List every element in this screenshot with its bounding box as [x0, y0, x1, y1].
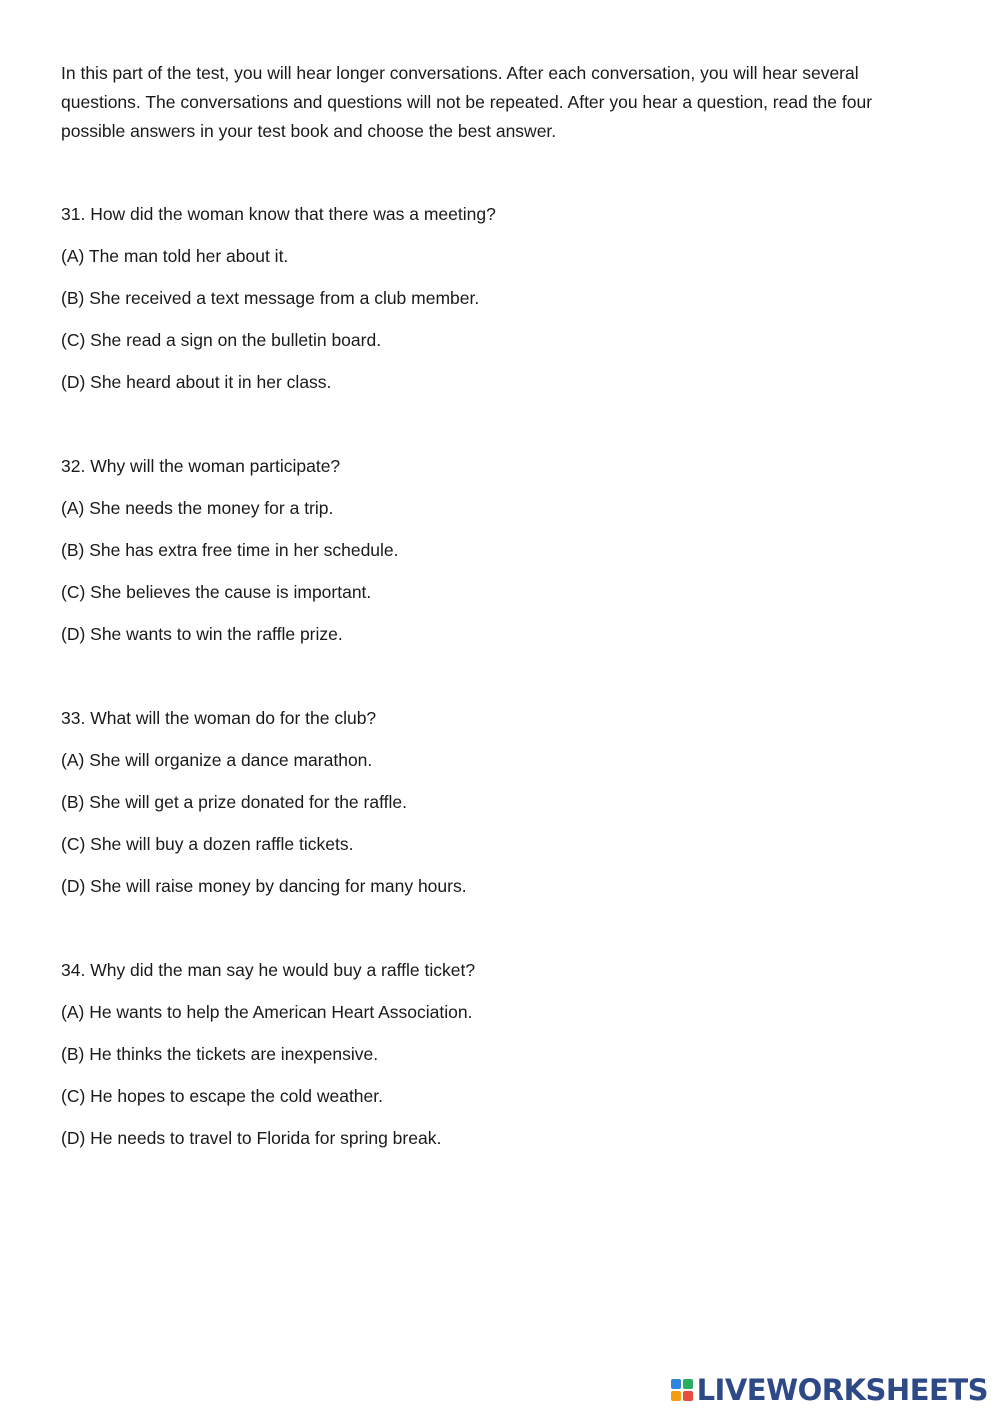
question-33 — [61, 697, 941, 907]
answer-option-a[interactable]: (A) She needs the money for a trip. — [61, 498, 334, 518]
answer-option-b[interactable]: (B) She received a text message from a club member. — [61, 288, 480, 308]
question-prompt: 33. What will the woman do for the club? — [61, 708, 377, 728]
question-32 — [61, 445, 941, 655]
question-prompt: 31. How did the woman know that there was a meeting? — [61, 204, 496, 224]
question-34 — [61, 949, 941, 1159]
answer-option-b[interactable]: (B) He thinks the tickets are inexpensive. — [61, 1044, 379, 1064]
brand-text: LIVEWORKSHEETS — [696, 1373, 988, 1407]
liveworksheets-logo-icon — [671, 1379, 693, 1401]
liveworksheets-logo — [671, 1372, 988, 1408]
answer-option-c[interactable]: (C) She will buy a dozen raffle tickets. — [61, 834, 354, 854]
instructions — [61, 59, 941, 146]
question-31 — [61, 193, 941, 403]
answer-option-b[interactable]: (B) She will get a prize donated for the raffle. — [61, 792, 407, 812]
answer-option-c[interactable]: (C) He hopes to escape the cold weather. — [61, 1086, 383, 1106]
answer-option-a[interactable]: (A) He wants to help the American Heart Association. — [61, 1002, 473, 1022]
answer-option-d[interactable]: (D) She wants to win the raffle prize. — [61, 624, 343, 644]
answer-option-c[interactable]: (C) She read a sign on the bulletin board. — [61, 330, 382, 350]
answer-option-a[interactable]: (A) She will organize a dance marathon. — [61, 750, 373, 770]
answer-option-a[interactable]: (A) The man told her about it. — [61, 246, 289, 266]
answer-option-c[interactable]: (C) She believes the cause is important. — [61, 582, 372, 602]
answer-option-b[interactable]: (B) She has extra free time in her schedule. — [61, 540, 399, 560]
intro-text: In this part of the test, you will hear longer conversations. After each conversation, you will hear several questions. The conversations and questions will not be repeated. After you hear a question, read the four possible answers in your test book and choose the best answer. — [61, 63, 873, 141]
answer-option-d[interactable]: (D) She will raise money by dancing for many hours. — [61, 876, 467, 896]
answer-option-d[interactable]: (D) She heard about it in her class. — [61, 372, 332, 392]
question-prompt: 32. Why will the woman participate? — [61, 456, 341, 476]
answer-option-d[interactable]: (D) He needs to travel to Florida for spring break. — [61, 1128, 442, 1148]
question-prompt: 34. Why did the man say he would buy a raffle ticket? — [61, 960, 476, 980]
